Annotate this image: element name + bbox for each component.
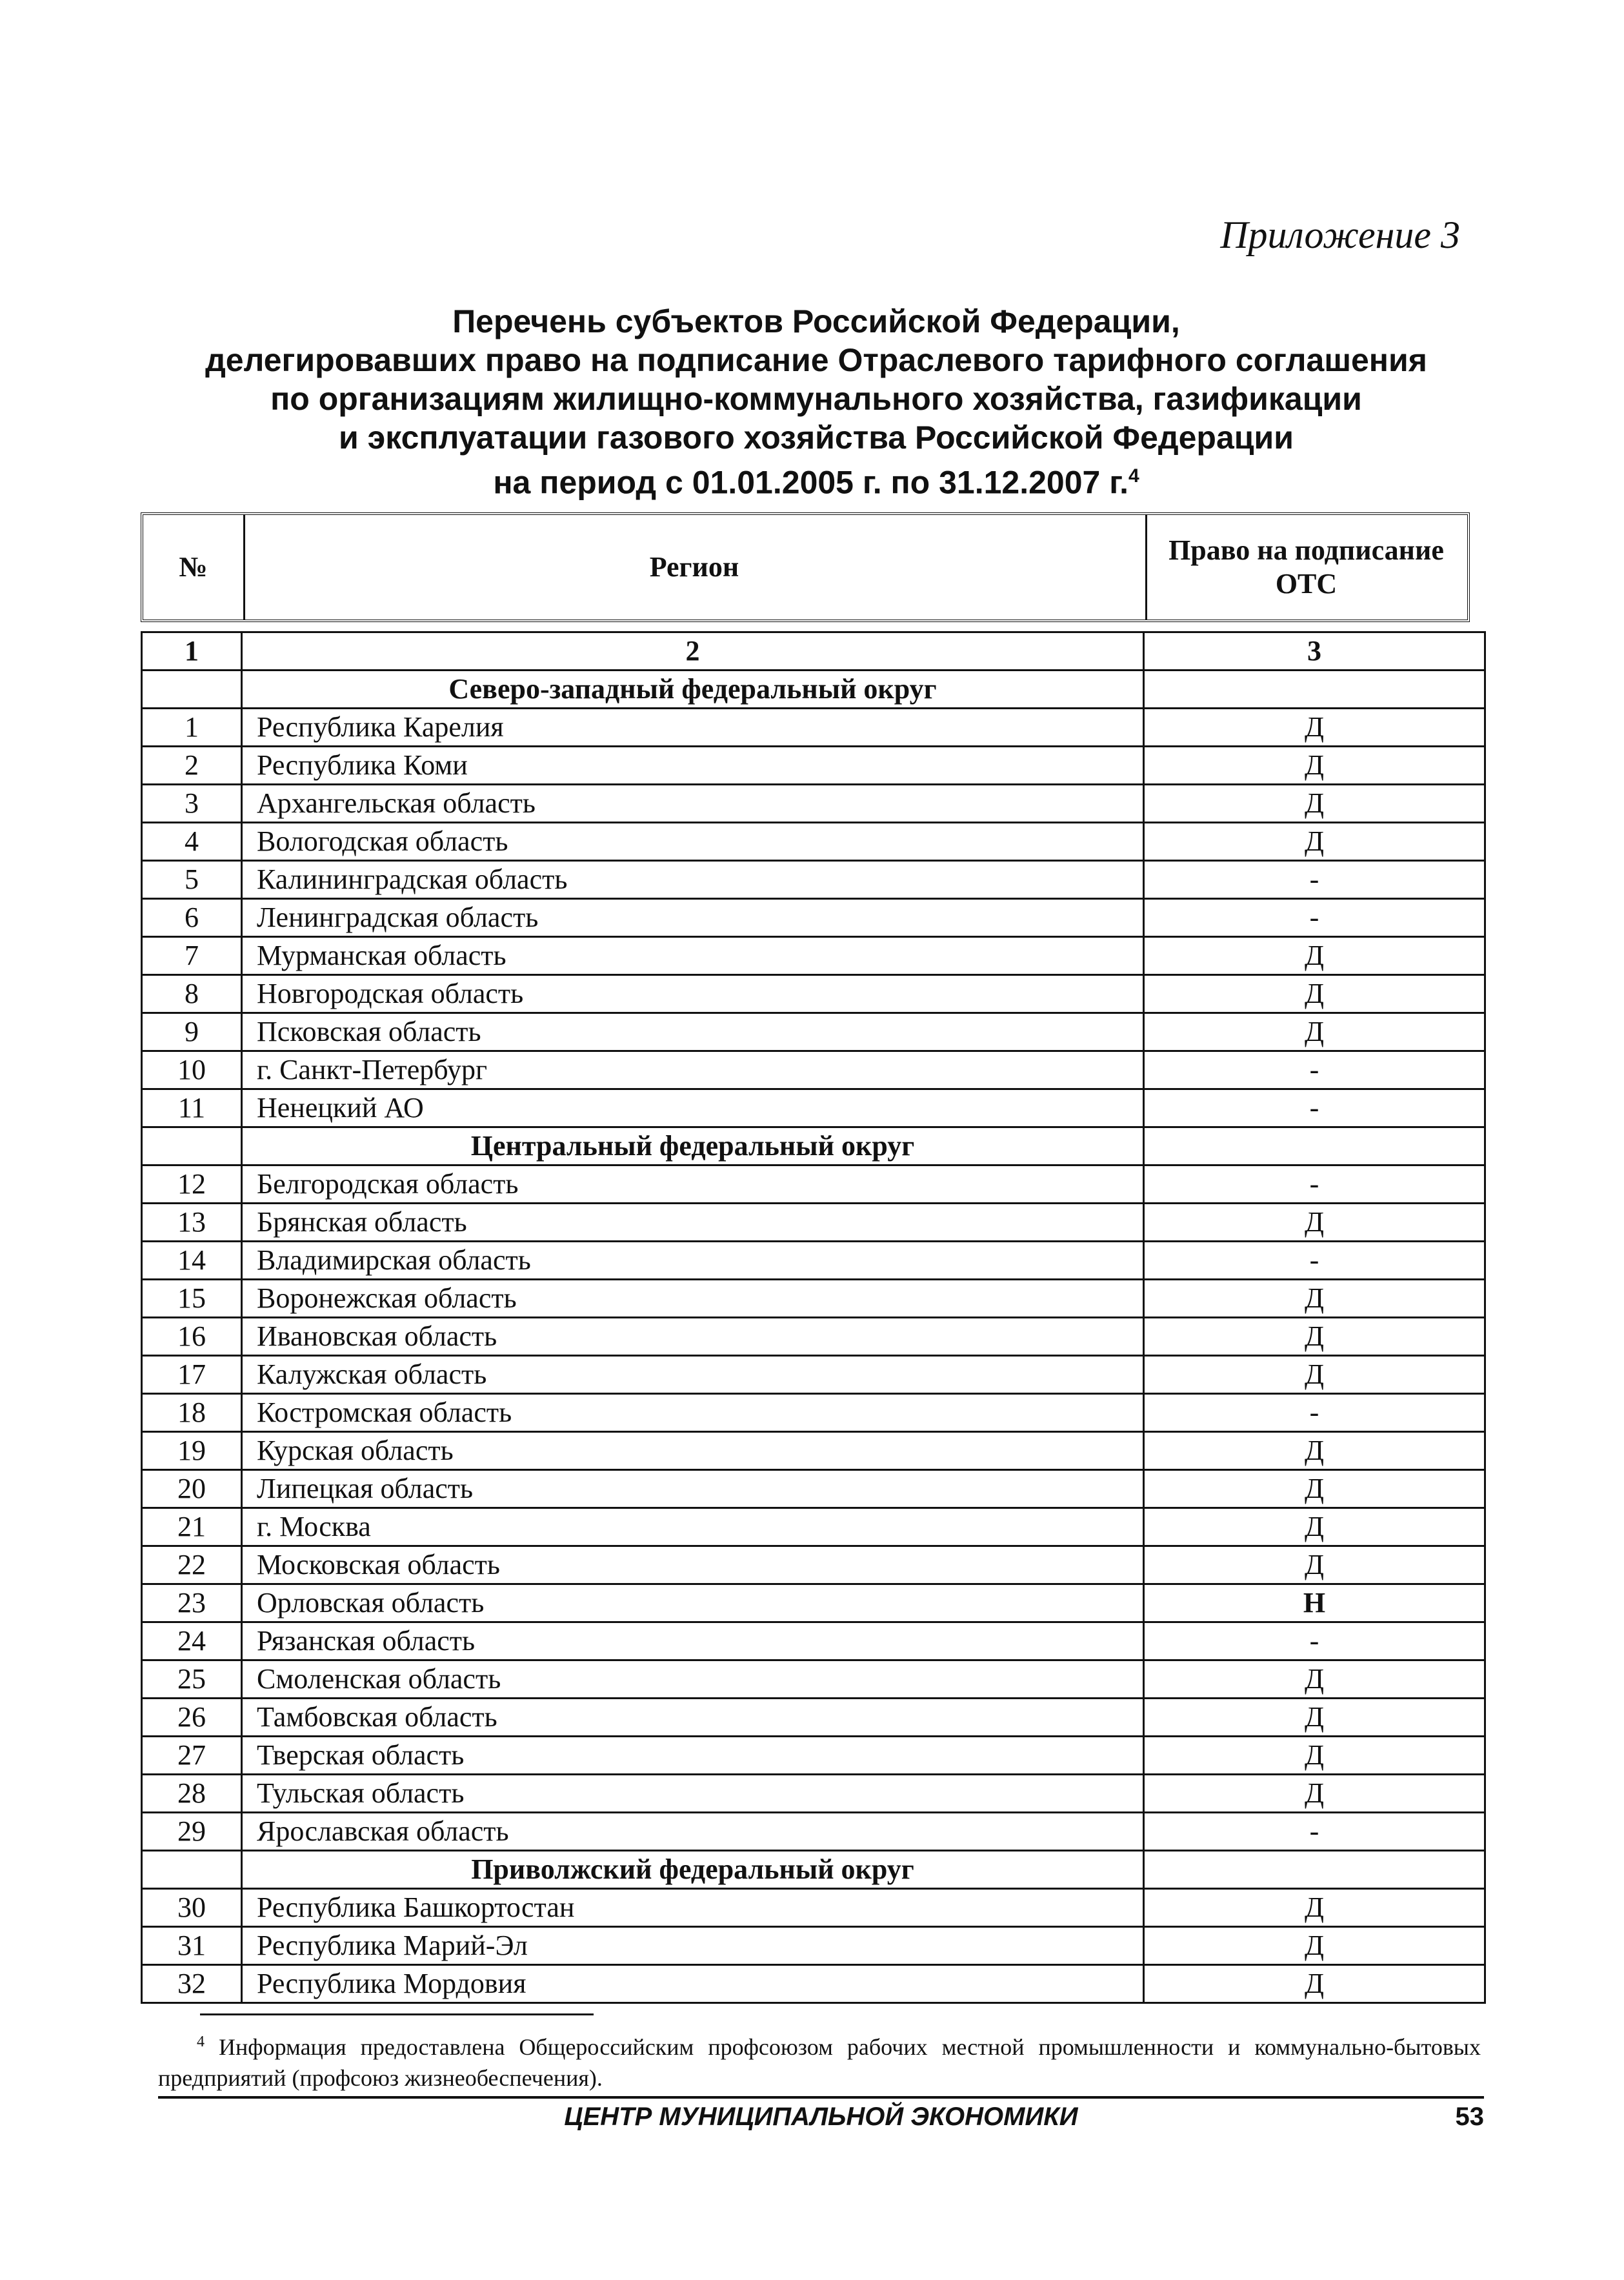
signing-right-value: Д [1144,937,1485,975]
row-number: 10 [142,1051,242,1089]
signing-right-value: Н [1144,1584,1485,1622]
region-name: Тамбовская область [242,1699,1144,1737]
signing-right-value: Д [1144,1508,1485,1546]
section-row [142,1127,1485,1165]
signing-right-value: - [1144,1165,1485,1204]
row-number: 6 [142,899,242,937]
appendix-label: Приложение 3 [1220,214,1460,256]
signing-right-value: Д [1144,1013,1485,1051]
region-name: Калининградская область [242,861,1144,899]
signing-right-value: - [1144,1622,1485,1660]
section-row [142,1851,1485,1889]
table-row [142,1965,1485,2003]
row-number: 31 [142,1927,242,1965]
row-number: 9 [142,1013,242,1051]
table-row [142,785,1485,823]
table-header [141,512,1470,622]
row-number: 13 [142,1204,242,1242]
table-row [142,1318,1485,1356]
row-number: 21 [142,1508,242,1546]
footnote-marker: 4 [197,2033,205,2050]
row-number: 16 [142,1318,242,1356]
table-row [142,1280,1485,1318]
header-number: № [143,515,245,620]
signing-right-value: - [1144,1813,1485,1851]
table-row [142,1737,1485,1775]
section-name: Приволжский федеральный округ [242,1851,1144,1889]
region-name: Ненецкий АО [242,1089,1144,1127]
region-name: г. Москва [242,1508,1144,1546]
row-number: 28 [142,1775,242,1813]
region-name: Ярославская область [242,1813,1144,1851]
row-number: 12 [142,1165,242,1204]
region-name: Курская область [242,1432,1144,1470]
region-name: Республика Карелия [242,709,1144,747]
region-name: Ивановская область [242,1318,1144,1356]
signing-right-value: - [1144,1394,1485,1432]
region-name: Псковская область [242,1013,1144,1051]
signing-right-value: - [1144,1242,1485,1280]
signing-right-value: - [1144,861,1485,899]
row-number: 2 [142,747,242,785]
signing-right-value: Д [1144,785,1485,823]
region-name: Республика Коми [242,747,1144,785]
title-footnote-ref: 4 [1128,465,1139,487]
footnote [158,2026,1481,2093]
table-row [142,975,1485,1013]
table-row [142,1775,1485,1813]
regions-table [141,631,1486,2004]
table-row [142,1546,1485,1584]
row-number: 8 [142,975,242,1013]
table-row [142,1508,1485,1546]
region-name: Московская область [242,1546,1144,1584]
region-name: Архангельская область [242,785,1144,823]
region-name: Белгородская область [242,1165,1144,1204]
row-number: 24 [142,1622,242,1660]
column-numbers-row [142,632,1485,671]
signing-right-value: Д [1144,1889,1485,1927]
row-number: 25 [142,1660,242,1699]
signing-right-value: Д [1144,1927,1485,1965]
region-name: Костромская область [242,1394,1144,1432]
region-name: Мурманская область [242,937,1144,975]
header-signing-right-line2: ОТС [1275,568,1338,600]
region-name: Тульская область [242,1775,1144,1813]
section-name: Центральный федеральный округ [242,1127,1144,1165]
section-number-cell [142,1851,242,1889]
column-number: 1 [142,632,242,671]
table-row [142,1394,1485,1432]
page-number: 53 [1455,2103,1484,2131]
region-name: Брянская область [242,1204,1144,1242]
region-name: Калужская область [242,1356,1144,1394]
row-number: 19 [142,1432,242,1470]
column-number: 2 [242,632,1144,671]
row-number: 30 [142,1889,242,1927]
header-region: Регион [243,515,1147,620]
table-row [142,1432,1485,1470]
row-number: 15 [142,1280,242,1318]
table-row [142,1089,1485,1127]
table-row [142,747,1485,785]
regions-table-body [142,632,1485,2003]
section-value-cell [1144,1127,1485,1165]
signing-right-value: Д [1144,1775,1485,1813]
signing-right-value: Д [1144,709,1485,747]
region-name: Республика Марий-Эл [242,1927,1144,1965]
footer-rule [158,2096,1484,2099]
row-number: 32 [142,1965,242,2003]
table-row [142,1889,1485,1927]
title-line: делегировавших право на подписание Отраслевого тарифного соглашения [205,342,1427,378]
table-row [142,1699,1485,1737]
row-number: 3 [142,785,242,823]
table-row [142,823,1485,861]
row-number: 26 [142,1699,242,1737]
region-name: Новгородская область [242,975,1144,1013]
title-period: на период с 01.01.2005 г. по 31.12.2007 г. [493,464,1128,501]
row-number: 1 [142,709,242,747]
row-number: 14 [142,1242,242,1280]
table-row [142,709,1485,747]
footnote-text: Информация предоставлена Общероссийским профсоюзом рабочих местной промышленности и коммунально-бытовых предприятий (профсоюз жизнеобеспечения). [158,2034,1481,2091]
table-row [142,1660,1485,1699]
table-row [142,1584,1485,1622]
row-number: 23 [142,1584,242,1622]
table-row [142,1927,1485,1965]
signing-right-value: Д [1144,1470,1485,1508]
row-number: 17 [142,1356,242,1394]
region-name: Владимирская область [242,1242,1144,1280]
header-signing-right [1145,515,1467,620]
title-line: Перечень субъектов Российской Федерации, [452,303,1180,339]
signing-right-value: Д [1144,1280,1485,1318]
table-row [142,1242,1485,1280]
section-number-cell [142,1127,242,1165]
row-number: 7 [142,937,242,975]
table-row [142,1013,1485,1051]
row-number: 22 [142,1546,242,1584]
row-number: 20 [142,1470,242,1508]
signing-right-value: Д [1144,747,1485,785]
footnote-rule [200,2013,594,2015]
signing-right-value: Д [1144,1356,1485,1394]
section-row [142,671,1485,709]
region-name: Рязанская область [242,1622,1144,1660]
row-number: 27 [142,1737,242,1775]
row-number: 29 [142,1813,242,1851]
table-row [142,1622,1485,1660]
signing-right-value: Д [1144,1204,1485,1242]
section-value-cell [1144,1851,1485,1889]
row-number: 11 [142,1089,242,1127]
signing-right-value: Д [1144,1546,1485,1584]
region-name: Вологодская область [242,823,1144,861]
section-number-cell [142,671,242,709]
signing-right-value: Д [1144,1660,1485,1699]
table-row [142,861,1485,899]
section-value-cell [1144,671,1485,709]
region-name: Воронежская область [242,1280,1144,1318]
document-title [142,302,1490,502]
table-row [142,899,1485,937]
table-row [142,1051,1485,1089]
signing-right-value: Д [1144,823,1485,861]
header-signing-right-line1: Право на подписание [1168,534,1444,566]
table-row [142,1356,1485,1394]
table-row [142,1813,1485,1851]
signing-right-value: Д [1144,1737,1485,1775]
signing-right-value: - [1144,899,1485,937]
region-name: Ленинградская область [242,899,1144,937]
title-line: и эксплуатации газового хозяйства Российской Федерации [339,419,1294,456]
region-name: Тверская область [242,1737,1144,1775]
signing-right-value: Д [1144,1432,1485,1470]
region-name: Орловская область [242,1584,1144,1622]
table-row [142,1204,1485,1242]
signing-right-value: - [1144,1051,1485,1089]
title-line [142,457,1490,502]
column-number: 3 [1144,632,1485,671]
section-name: Северо-западный федеральный округ [242,671,1144,709]
row-number: 5 [142,861,242,899]
region-name: Смоленская область [242,1660,1144,1699]
signing-right-value: Д [1144,1318,1485,1356]
signing-right-value: Д [1144,975,1485,1013]
table-row [142,1470,1485,1508]
region-name: Республика Мордовия [242,1965,1144,2003]
signing-right-value: - [1144,1089,1485,1127]
region-name: Республика Башкортостан [242,1889,1144,1927]
row-number: 18 [142,1394,242,1432]
row-number: 4 [142,823,242,861]
footer-publisher: ЦЕНТР МУНИЦИПАЛЬНОЙ ЭКОНОМИКИ [564,2103,1078,2131]
region-name: Липецкая область [242,1470,1144,1508]
table-row [142,937,1485,975]
title-line: по организациям жилищно-коммунального хозяйства, газификации [270,381,1362,417]
signing-right-value: Д [1144,1699,1485,1737]
region-name: г. Санкт-Петербург [242,1051,1144,1089]
signing-right-value: Д [1144,1965,1485,2003]
table-row [142,1165,1485,1204]
